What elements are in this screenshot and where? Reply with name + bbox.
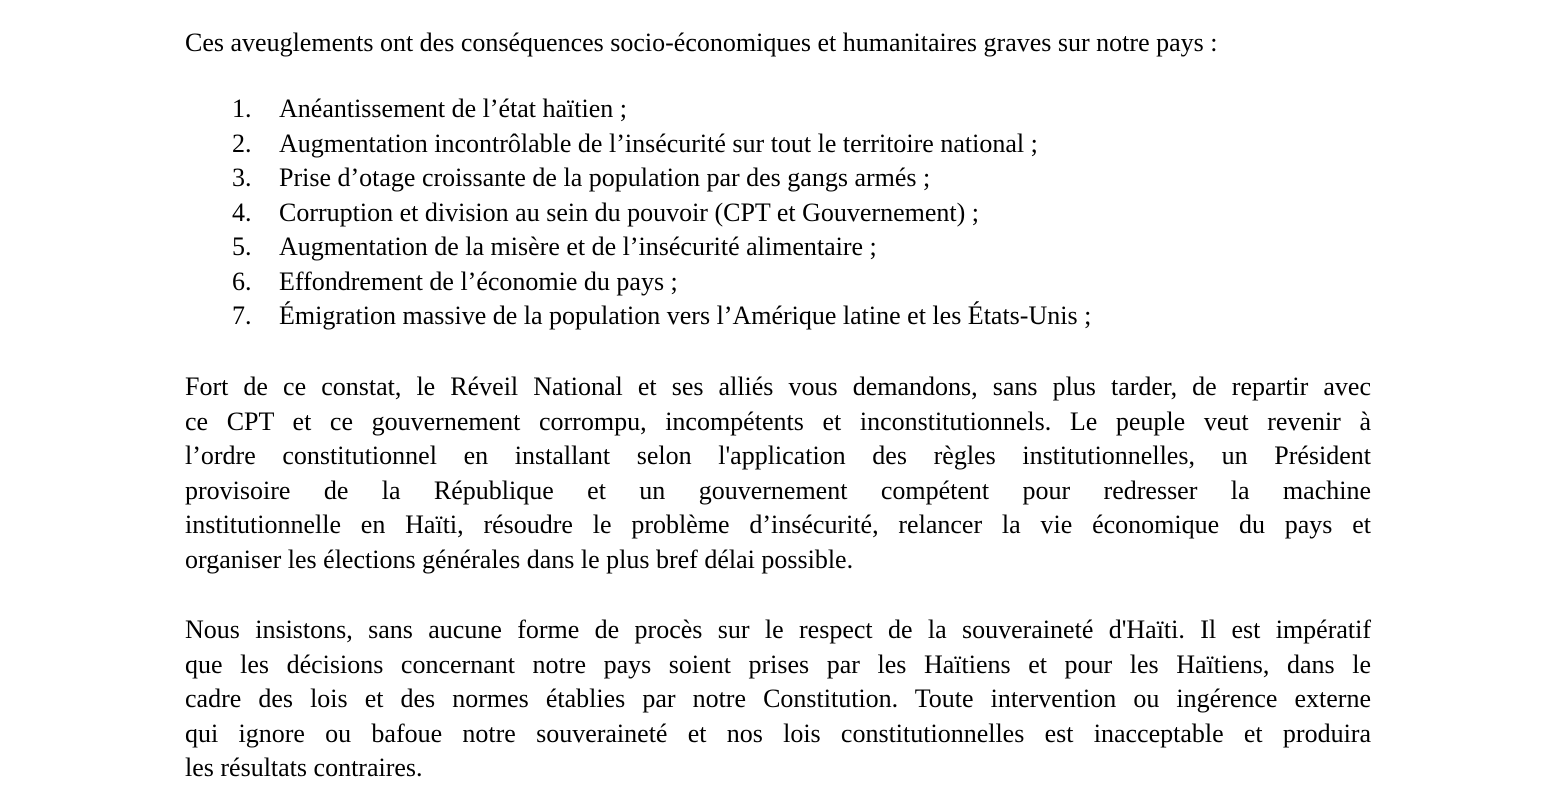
- list-item-text: Augmentation incontrôlable de l’insécurité sur tout le territoire national ;: [279, 128, 1038, 158]
- list-item: [185, 265, 1371, 300]
- list-number: 3.: [232, 163, 252, 192]
- paragraph-line: que les décisions concernant notre pays soient prises par les Haïtiens et pour les Haïtiens, dans le: [185, 649, 1371, 679]
- paragraph-line: cadre des lois et des normes établies par notre Constitution. Toute intervention ou ingérence externe: [185, 684, 1371, 713]
- list-item: [185, 299, 1371, 334]
- list-number: 7.: [232, 301, 252, 330]
- list-number: 1.: [232, 94, 252, 123]
- paragraph-demand: [185, 370, 1371, 577]
- intro-sentence: Ces aveuglements ont des conséquences socio-économiques et humanitaires graves sur notre pays :: [185, 28, 1218, 57]
- list-item-text: Corruption et division au sein du pouvoir (CPT et Gouvernement) ;: [279, 197, 979, 227]
- list-item: [185, 230, 1371, 265]
- list-number: 6.: [232, 266, 252, 296]
- list-item-text: Prise d’otage croissante de la population par des gangs armés ;: [279, 163, 931, 192]
- list-item-text: Augmentation de la misère et de l’insécurité alimentaire ;: [279, 232, 877, 261]
- list-item-text: Anéantissement de l’état haïtien ;: [279, 94, 627, 123]
- list-number: 5.: [232, 232, 252, 261]
- list-item: [185, 127, 1371, 162]
- paragraph-line: Fort de ce constat, le Réveil National et ses alliés vous demandons, sans plus tarder, de repartir avec: [185, 372, 1371, 401]
- list-item: [185, 92, 1371, 127]
- list-item-text: Émigration massive de la population vers l’Amérique latine et les États-Unis ;: [279, 301, 1092, 330]
- paragraph-line: l’ordre constitutionnel en installant selon l'application des règles institutionnelles, un Président: [185, 441, 1371, 470]
- list-item: [185, 196, 1371, 231]
- paragraph-line: qui ignore ou bafoue notre souveraineté et nos lois constitutionnelles est inacceptable et produira: [185, 718, 1371, 748]
- list-number: 4.: [232, 197, 252, 227]
- paragraph-line: institutionnelle en Haïti, résoudre le problème d’insécurité, relancer la vie économique du pays et: [185, 510, 1371, 539]
- paragraph-line: les résultats contraires.: [185, 753, 423, 782]
- paragraph-line: ce CPT et ce gouvernement corrompu, incompétents et inconstitutionnels. Le peuple veut revenir à: [185, 406, 1371, 436]
- list-item: [185, 161, 1371, 196]
- paragraph-line: organiser les élections générales dans le plus bref délai possible.: [185, 544, 854, 574]
- list-number: 2.: [232, 128, 252, 158]
- paragraph-line: Nous insistons, sans aucune forme de procès sur le respect de la souveraineté d'Haïti. Il est impératif: [185, 615, 1371, 644]
- list-item-text: Effondrement de l’économie du pays ;: [279, 266, 678, 296]
- paragraph-sovereignty: [185, 613, 1371, 786]
- consequences-list: [185, 92, 1371, 334]
- paragraph-line: provisoire de la République et un gouvernement compétent pour redresser la machine: [185, 475, 1371, 505]
